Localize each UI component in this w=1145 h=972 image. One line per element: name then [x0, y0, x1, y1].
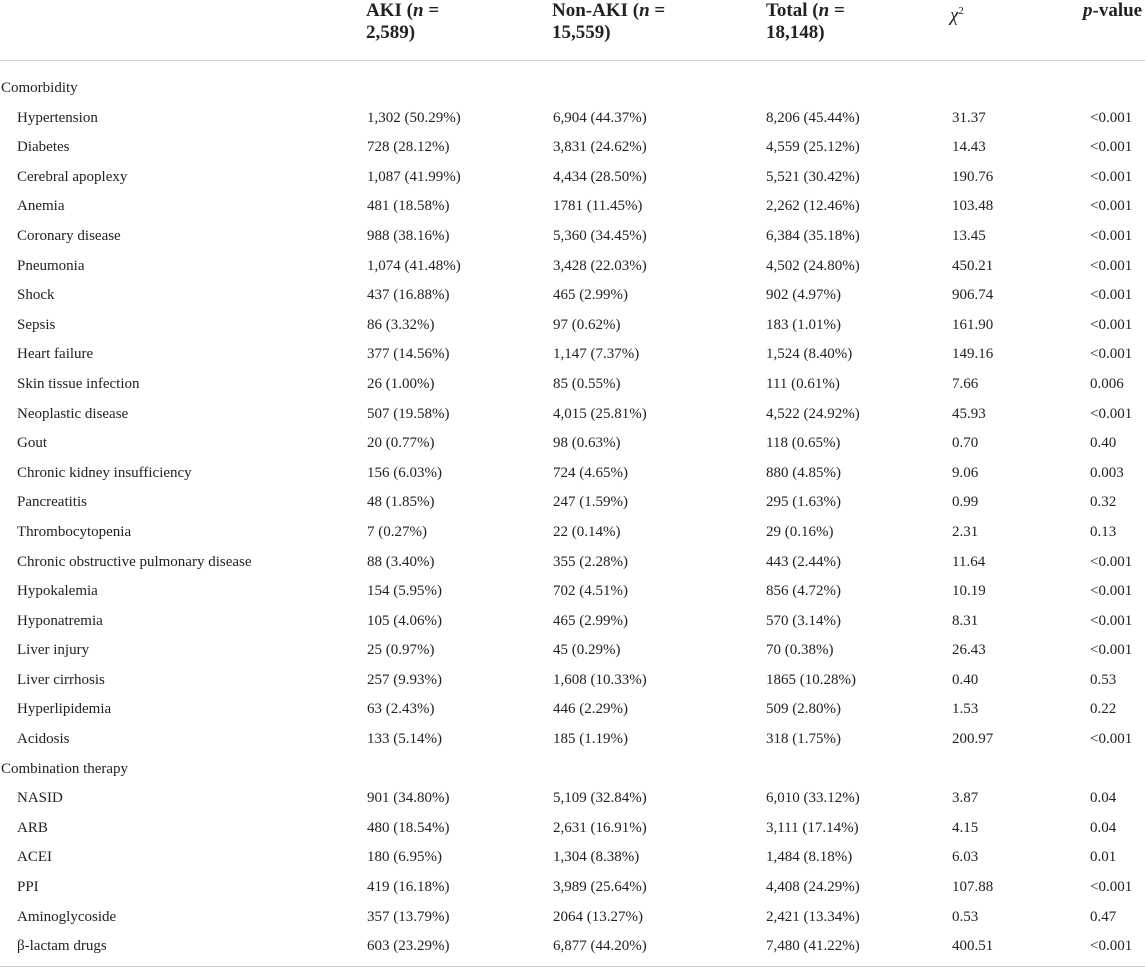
section-title: Combination therapy — [1, 760, 129, 777]
cell-chi-square: 45.93 — [952, 405, 986, 422]
row-name: Thrombocytopenia — [17, 523, 132, 540]
cell-aki: 154 (5.95%) — [367, 583, 442, 600]
cell-chi-square: 2.31 — [952, 523, 979, 540]
cell-p-value: <0.001 — [1090, 257, 1133, 274]
row-name: Gout — [17, 435, 47, 452]
cell-aki: 86 (3.32%) — [367, 316, 435, 333]
cell-chi-square: 11.64 — [952, 553, 986, 570]
cell-total: 1,524 (8.40%) — [766, 346, 853, 363]
table-row — [0, 518, 1145, 548]
cell-chi-square: 10.19 — [952, 583, 986, 600]
cell-non-aki: 4,015 (25.81%) — [553, 405, 647, 422]
table-row — [0, 695, 1145, 725]
row-name: ACEI — [17, 849, 52, 866]
table-row — [0, 370, 1145, 400]
cell-non-aki: 98 (0.63%) — [553, 435, 621, 452]
cell-p-value: <0.001 — [1090, 405, 1133, 422]
table-row — [0, 133, 1145, 163]
row-name: Aminoglycoside — [17, 908, 117, 925]
cell-aki: 1,074 (41.48%) — [367, 257, 461, 274]
cell-non-aki: 4,434 (28.50%) — [553, 168, 647, 185]
row-name: Pancreatitis — [17, 494, 87, 511]
row-name: Chronic kidney insufficiency — [17, 464, 192, 481]
cell-non-aki: 3,831 (24.62%) — [553, 139, 647, 156]
cell-p-value: 0.22 — [1090, 701, 1117, 718]
cell-chi-square: 1.53 — [952, 701, 979, 718]
row-name: Hyperlipidemia — [17, 701, 112, 718]
table-row — [0, 488, 1145, 518]
cell-total: 880 (4.85%) — [766, 464, 841, 481]
cell-total: 4,559 (25.12%) — [766, 139, 860, 156]
row-name: Diabetes — [17, 139, 70, 156]
cell-p-value: <0.001 — [1090, 287, 1133, 304]
cell-non-aki: 2064 (13.27%) — [553, 908, 643, 925]
table-row — [0, 281, 1145, 311]
cell-chi-square: 450.21 — [952, 257, 994, 274]
cell-non-aki: 724 (4.65%) — [553, 464, 628, 481]
cell-non-aki: 3,989 (25.64%) — [553, 879, 647, 896]
table-row — [0, 903, 1145, 933]
row-name: Hyponatremia — [17, 612, 103, 629]
table-row — [0, 192, 1145, 222]
row-name: Neoplastic disease — [17, 405, 129, 422]
cell-non-aki: 45 (0.29%) — [553, 642, 621, 659]
table-row — [0, 548, 1145, 578]
cell-aki: 88 (3.40%) — [367, 553, 435, 570]
cell-total: 318 (1.75%) — [766, 731, 841, 748]
table-row — [0, 222, 1145, 252]
cell-chi-square: 200.97 — [952, 731, 994, 748]
table-row — [0, 459, 1145, 489]
cell-non-aki: 1,147 (7.37%) — [553, 346, 640, 363]
cell-chi-square: 13.45 — [952, 227, 986, 244]
cell-total: 4,522 (24.92%) — [766, 405, 860, 422]
cell-aki: 480 (18.54%) — [367, 819, 450, 836]
cell-chi-square: 9.06 — [952, 464, 979, 481]
table-row — [0, 104, 1145, 134]
cell-total: 183 (1.01%) — [766, 316, 841, 333]
header-p-value: p-value — [1083, 0, 1143, 21]
row-name: Heart failure — [17, 346, 94, 363]
cell-p-value: 0.53 — [1090, 671, 1117, 688]
cell-p-value: <0.001 — [1090, 198, 1133, 215]
cell-p-value: <0.001 — [1090, 731, 1133, 748]
row-name: NASID — [17, 790, 63, 807]
row-name: Hypertension — [17, 109, 98, 126]
row-name: Pneumonia — [17, 257, 85, 274]
cell-p-value: 0.04 — [1090, 819, 1117, 836]
table-row — [0, 725, 1145, 755]
cell-p-value: 0.40 — [1090, 435, 1117, 452]
cell-p-value: 0.13 — [1090, 523, 1117, 540]
cell-aki: 988 (38.16%) — [367, 227, 450, 244]
section-row — [0, 74, 1145, 104]
cell-chi-square: 0.53 — [952, 908, 979, 925]
cell-chi-square: 400.51 — [952, 938, 994, 955]
cell-non-aki: 22 (0.14%) — [553, 523, 621, 540]
cell-total: 29 (0.16%) — [766, 523, 834, 540]
row-name: Coronary disease — [17, 227, 121, 244]
row-name: PPI — [17, 879, 39, 896]
cell-p-value: 0.01 — [1090, 849, 1117, 866]
cell-total: 295 (1.63%) — [766, 494, 841, 511]
bottom-rule — [0, 966, 1145, 967]
cell-total: 4,408 (24.29%) — [766, 879, 860, 896]
row-name: Skin tissue infection — [17, 375, 140, 392]
cell-aki: 26 (1.00%) — [367, 375, 435, 392]
table-row — [0, 607, 1145, 637]
cell-total: 6,010 (33.12%) — [766, 790, 860, 807]
cell-chi-square: 906.74 — [952, 287, 994, 304]
table-header — [0, 0, 1145, 61]
cell-aki: 257 (9.93%) — [367, 671, 442, 688]
cell-total: 111 (0.61%) — [766, 375, 840, 392]
cell-chi-square: 107.88 — [952, 879, 994, 896]
cell-non-aki: 6,877 (44.20%) — [553, 938, 647, 955]
cell-total: 902 (4.97%) — [766, 287, 841, 304]
cell-p-value: <0.001 — [1090, 583, 1133, 600]
cell-chi-square: 0.40 — [952, 671, 979, 688]
cell-total: 443 (2.44%) — [766, 553, 841, 570]
row-name: Anemia — [17, 198, 65, 215]
cell-aki: 7 (0.27%) — [367, 523, 427, 540]
cell-p-value: 0.47 — [1090, 908, 1117, 925]
table-row — [0, 400, 1145, 430]
cell-aki: 180 (6.95%) — [367, 849, 442, 866]
cell-aki: 133 (5.14%) — [367, 731, 442, 748]
cell-total: 3,111 (17.14%) — [766, 819, 859, 836]
cell-total: 1865 (10.28%) — [766, 671, 856, 688]
cell-total: 7,480 (41.22%) — [766, 938, 860, 955]
cell-p-value: 0.04 — [1090, 790, 1117, 807]
table-row — [0, 666, 1145, 696]
cell-aki: 481 (18.58%) — [367, 198, 450, 215]
cell-total: 2,262 (12.46%) — [766, 198, 860, 215]
cell-aki: 507 (19.58%) — [367, 405, 450, 422]
cell-non-aki: 1,304 (8.38%) — [553, 849, 640, 866]
table-row — [0, 814, 1145, 844]
cell-p-value: <0.001 — [1090, 227, 1133, 244]
cell-aki: 728 (28.12%) — [367, 139, 450, 156]
section-row — [0, 755, 1145, 785]
cell-aki: 20 (0.77%) — [367, 435, 435, 452]
cell-non-aki: 97 (0.62%) — [553, 316, 621, 333]
cell-non-aki: 5,360 (34.45%) — [553, 227, 647, 244]
cell-total: 856 (4.72%) — [766, 583, 841, 600]
cell-aki: 25 (0.97%) — [367, 642, 435, 659]
row-name: Liver cirrhosis — [17, 671, 105, 688]
cell-aki: 63 (2.43%) — [367, 701, 435, 718]
cell-non-aki: 185 (1.19%) — [553, 731, 628, 748]
table-row — [0, 873, 1145, 903]
header-chi-square: $\chi^2$ — [950, 5, 964, 26]
cell-aki: 437 (16.88%) — [367, 287, 450, 304]
cell-aki: 377 (14.56%) — [367, 346, 450, 363]
cell-total: 5,521 (30.42%) — [766, 168, 860, 185]
cell-aki: 48 (1.85%) — [367, 494, 435, 511]
cell-chi-square: 6.03 — [952, 849, 979, 866]
cell-non-aki: 1781 (11.45%) — [553, 198, 643, 215]
row-name: Chronic obstructive pulmonary disease — [17, 553, 252, 570]
cell-chi-square: 8.31 — [952, 612, 979, 629]
cell-p-value: 0.003 — [1090, 464, 1124, 481]
cell-p-value: <0.001 — [1090, 879, 1133, 896]
cell-chi-square: 0.99 — [952, 494, 979, 511]
cell-chi-square: 103.48 — [952, 198, 994, 215]
cell-total: 509 (2.80%) — [766, 701, 841, 718]
header-non-aki: Non-AKI (n = 15,559) — [552, 0, 666, 43]
cell-p-value: <0.001 — [1090, 168, 1133, 185]
row-name: Liver injury — [17, 642, 90, 659]
cell-aki: 603 (23.29%) — [367, 938, 450, 955]
table-row — [0, 252, 1145, 282]
cell-aki: 1,087 (41.99%) — [367, 168, 461, 185]
cell-non-aki: 1,608 (10.33%) — [553, 671, 647, 688]
row-name: ARB — [17, 819, 48, 836]
cell-p-value: <0.001 — [1090, 612, 1133, 629]
cell-chi-square: 149.16 — [952, 346, 994, 363]
cell-aki: 1,302 (50.29%) — [367, 109, 461, 126]
row-name: β-lactam drugs — [17, 938, 107, 955]
cell-p-value: <0.001 — [1090, 109, 1133, 126]
table-row — [0, 932, 1145, 962]
cell-p-value: <0.001 — [1090, 553, 1133, 570]
cell-p-value: 0.32 — [1090, 494, 1117, 511]
table-row — [0, 163, 1145, 193]
cell-p-value: <0.001 — [1090, 139, 1133, 156]
cell-non-aki: 3,428 (22.03%) — [553, 257, 647, 274]
cell-non-aki: 85 (0.55%) — [553, 375, 621, 392]
cell-non-aki: 465 (2.99%) — [553, 287, 628, 304]
cell-chi-square: 190.76 — [952, 168, 994, 185]
row-name: Acidosis — [17, 731, 70, 748]
cell-aki: 156 (6.03%) — [367, 464, 442, 481]
table-row — [0, 340, 1145, 370]
cell-chi-square: 4.15 — [952, 819, 979, 836]
table-row — [0, 429, 1145, 459]
cell-non-aki: 465 (2.99%) — [553, 612, 628, 629]
cell-aki: 105 (4.06%) — [367, 612, 442, 629]
cell-p-value: <0.001 — [1090, 316, 1133, 333]
section-title: Comorbidity — [1, 80, 78, 96]
table-row — [0, 784, 1145, 814]
cell-chi-square: 31.37 — [952, 109, 986, 126]
cell-non-aki: 6,904 (44.37%) — [553, 109, 647, 126]
cell-p-value: <0.001 — [1090, 346, 1133, 363]
cell-non-aki: 2,631 (16.91%) — [553, 819, 647, 836]
table-row — [0, 577, 1145, 607]
row-name: Shock — [17, 287, 55, 304]
row-name: Hypokalemia — [17, 583, 98, 600]
cell-non-aki: 446 (2.29%) — [553, 701, 628, 718]
cell-non-aki: 355 (2.28%) — [553, 553, 628, 570]
cell-chi-square: 161.90 — [952, 316, 994, 333]
cell-total: 6,384 (35.18%) — [766, 227, 860, 244]
cell-chi-square: 0.70 — [952, 435, 979, 452]
cell-non-aki: 5,109 (32.84%) — [553, 790, 647, 807]
header-aki: AKI (n = 2,589) — [366, 0, 440, 43]
cell-total: 4,502 (24.80%) — [766, 257, 860, 274]
cell-total: 2,421 (13.34%) — [766, 908, 860, 925]
table-row — [0, 636, 1145, 666]
row-name: Sepsis — [17, 316, 56, 333]
cell-total: 1,484 (8.18%) — [766, 849, 853, 866]
cell-chi-square: 26.43 — [952, 642, 986, 659]
table-body — [0, 61, 1145, 962]
cell-total: 570 (3.14%) — [766, 612, 841, 629]
cell-total: 8,206 (45.44%) — [766, 109, 860, 126]
cell-chi-square: 14.43 — [952, 139, 986, 156]
cell-p-value: <0.001 — [1090, 642, 1133, 659]
cell-aki: 419 (16.18%) — [367, 879, 450, 896]
cell-chi-square: 7.66 — [952, 375, 979, 392]
header-total: Total (n = 18,148) — [766, 0, 845, 43]
table-row — [0, 311, 1145, 341]
row-name: Cerebral apoplexy — [17, 168, 128, 185]
cell-chi-square: 3.87 — [952, 790, 979, 807]
cell-aki: 357 (13.79%) — [367, 908, 450, 925]
cell-total: 118 (0.65%) — [766, 435, 841, 452]
cell-total: 70 (0.38%) — [766, 642, 834, 659]
cell-non-aki: 247 (1.59%) — [553, 494, 628, 511]
cell-non-aki: 702 (4.51%) — [553, 583, 628, 600]
cell-p-value: <0.001 — [1090, 938, 1133, 955]
cell-aki: 901 (34.80%) — [367, 790, 450, 807]
cell-p-value: 0.006 — [1090, 375, 1124, 392]
table-row — [0, 843, 1145, 873]
